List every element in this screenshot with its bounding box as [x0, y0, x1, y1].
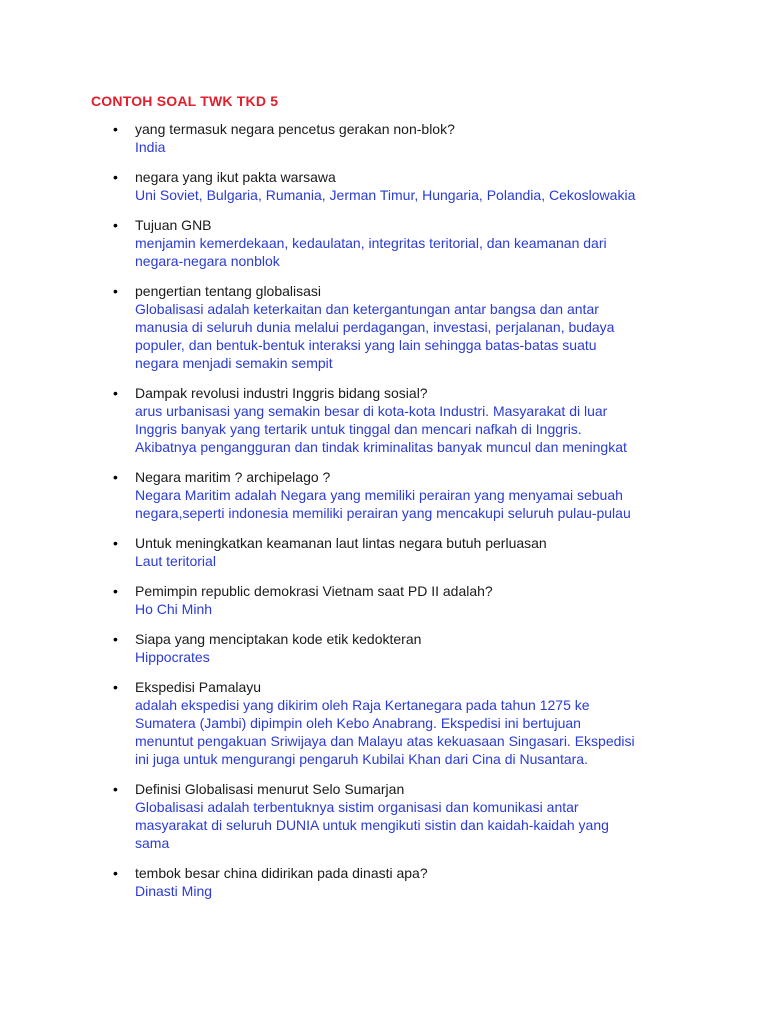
bullet-icon: •: [113, 217, 118, 233]
question-text: pengertian tentang globalisasi: [135, 283, 322, 299]
list-item: [113, 468, 695, 522]
answer-text: masyarakat di seluruh DUNIA untuk mengikuti sistin dan kaidah-kaidah yang: [135, 817, 609, 833]
question-text: Siapa yang menciptakan kode etik kedokteran: [135, 631, 422, 647]
answer-text: menuntut pengakuan Sriwijaya dan Malayu atas kekuasaan Singasari. Ekspedisi: [135, 733, 635, 749]
answer-text: adalah ekspedisi yang dikirim oleh Raja Kertanegara pada tahun 1275 ke: [135, 697, 590, 713]
list-item: [113, 384, 695, 456]
answer-text: Laut teritorial: [135, 553, 216, 569]
answer-text: populer, dan bentuk-bentuk interaksi yang lain sehingga batas-batas suatu: [135, 337, 597, 353]
bullet-icon: •: [113, 781, 118, 797]
answer-text: Globalisasi adalah keterkaitan dan ketergantungan antar bangsa dan antar: [135, 301, 599, 317]
bullet-icon: •: [113, 469, 118, 485]
answer-text: Akibatnya pengangguran dan tindak kriminalitas banyak muncul dan meningkat: [135, 439, 627, 455]
bullet-icon: •: [113, 679, 118, 695]
answer-text: negara menjadi semakin sempit: [135, 355, 333, 371]
list-item: [113, 780, 695, 852]
answer-text: Dinasti Ming: [135, 883, 213, 899]
question-text: Untuk meningkatkan keamanan laut lintas negara butuh perluasan: [135, 535, 547, 551]
answer-text: India: [135, 139, 166, 155]
answer-text: negara-negara nonblok: [135, 253, 280, 269]
list-item: [113, 120, 695, 156]
document-title: CONTOH SOAL TWK TKD 5: [91, 93, 279, 109]
list-item: [113, 282, 695, 372]
answer-text: sama: [135, 835, 170, 851]
question-text: yang termasuk negara pencetus gerakan non-blok?: [135, 121, 455, 137]
answer-text: menjamin kemerdekaan, kedaulatan, integritas teritorial, dan keamanan dari: [135, 235, 607, 251]
question-text: tembok besar china didirikan pada dinasti apa?: [135, 865, 428, 881]
answer-text: Sumatera (Jambi) dipimpin oleh Kebo Anabrang. Ekspedisi ini bertujuan: [135, 715, 581, 731]
answer-text: Hippocrates: [135, 649, 210, 665]
answer-text: Negara Maritim adalah Negara yang memiliki perairan yang menyamai sebuah: [135, 487, 623, 503]
question-text: Pemimpin republic demokrasi Vietnam saat PD II adalah?: [135, 583, 493, 599]
list-item: [113, 864, 695, 900]
list-item: [113, 534, 695, 570]
answer-text: manusia di seluruh dunia melalui perdagangan, investasi, perjalanan, budaya: [135, 319, 615, 335]
answer-text: arus urbanisasi yang semakin besar di kota-kota Industri. Masyarakat di luar: [135, 403, 608, 419]
question-text: Tujuan GNB: [135, 217, 212, 233]
bullet-icon: •: [113, 283, 118, 299]
question-text: Dampak revolusi industri Inggris bidang sosial?: [135, 385, 428, 401]
answer-text: Inggris banyak yang tertarik untuk tinggal dan mencari nafkah di Inggris.: [135, 421, 582, 437]
question-text: Definisi Globalisasi menurut Selo Sumarjan: [135, 781, 405, 797]
answer-text: negara,seperti indonesia memiliki perairan yang mencakupi seluruh pulau-pulau: [135, 505, 631, 521]
bullet-icon: •: [113, 169, 118, 185]
list-item: [113, 630, 695, 666]
list-item: [113, 678, 695, 768]
bullet-icon: •: [113, 865, 118, 881]
question-text: Ekspedisi Pamalayu: [135, 679, 262, 695]
answer-text: Uni Soviet, Bulgaria, Rumania, Jerman Timur, Hungaria, Polandia, Cekoslowakia: [135, 187, 636, 203]
bullet-icon: •: [113, 385, 118, 401]
question-list: [113, 120, 695, 912]
list-item: [113, 168, 695, 204]
list-item: [113, 582, 695, 618]
bullet-icon: •: [113, 631, 118, 647]
bullet-icon: •: [113, 583, 118, 599]
answer-text: ini juga untuk mengurangi pengaruh Kubilai Khan dari Cina di Nusantara.: [135, 751, 588, 767]
question-text: negara yang ikut pakta warsawa: [135, 169, 336, 185]
list-item: [113, 216, 695, 270]
bullet-icon: •: [113, 121, 118, 137]
answer-text: Ho Chi Minh: [135, 601, 213, 617]
bullet-icon: •: [113, 535, 118, 551]
answer-text: Globalisasi adalah terbentuknya sistim organisasi dan komunikasi antar: [135, 799, 579, 815]
question-text: Negara maritim ? archipelago ?: [135, 469, 331, 485]
